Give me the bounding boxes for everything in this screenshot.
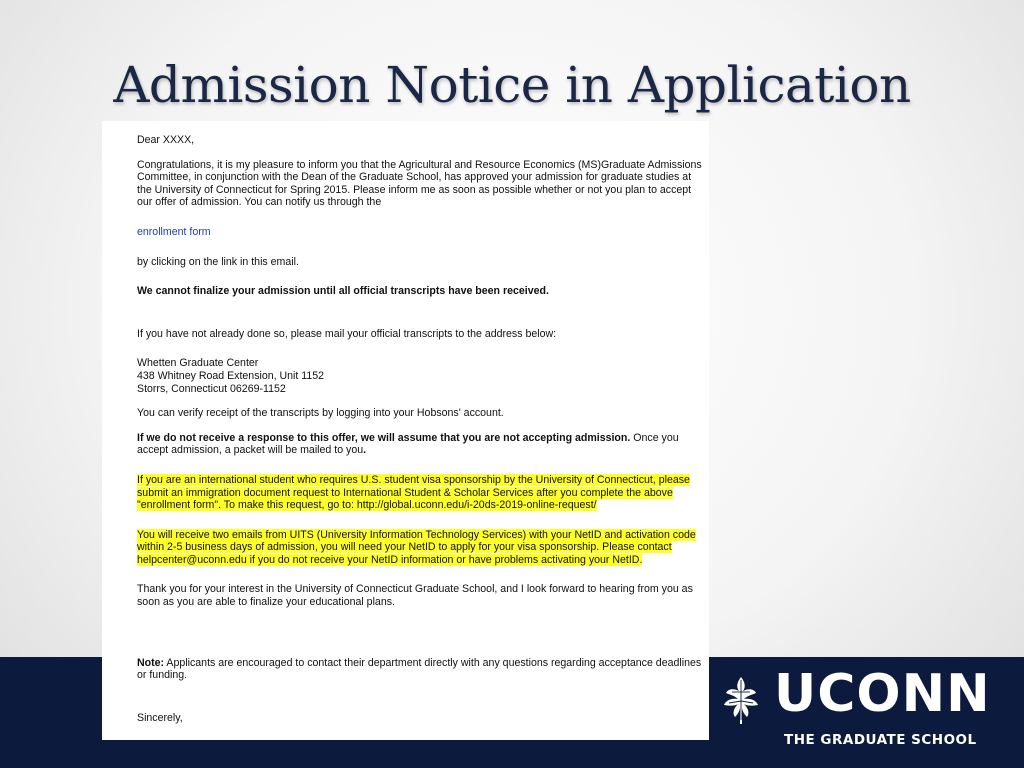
mail-instructions: If you have not already done so, please mail your official transcripts to the address below: [137,327,557,340]
response-period: . [363,444,367,457]
response-paragraph [137,432,703,457]
enrollment-form-text[interactable]: form [186,225,211,238]
uits-paragraph [137,529,703,567]
enrollment-line [137,226,703,239]
thanks-paragraph: Thank you for your interest in the University of Connecticut Graduate School, and I look forward to hearing from you as soon as you are able to finalize your educational plans. [137,583,693,609]
uconn-logo [716,664,1006,754]
letter-greeting: Dear XXXX, [137,134,195,146]
click-line: by clicking on the link in this email. [137,255,299,268]
note-label: Note: [137,656,165,669]
letter-intro: Congratulations, it is my pleasure to inform you that the Agricultural and Resource Economics (MS)Graduate Admissions Committee, in conjunction with the Dean of the Graduate School, has approved your admission for graduate studies at the University of Connecticut for Spring 2015. Please inform me as soon as possible whether or not you plan to accept our offer of admission. You can notify us through the [137,158,702,209]
note-text: Applicants are encouraged to contact their department directly with any questions regarding acceptance deadlines or funding. [137,656,702,682]
enrollment-link[interactable]: enrollment [137,225,187,238]
international-text: If you are an international student who requires U.S. student visa sponsorship by the University of Connecticut, please submit an immigration document request to International Student & Scholar Services after you complete the above "enrollment form". To make this request, go to: http://global.uconn.edu/i-20ds-2019-online-request/ [137,473,690,512]
response-rest: Once you accept admission, a packet will be mailed to you [137,431,679,457]
graduate-school-label: THE GRADUATE SCHOOL [784,732,977,748]
response-bold: If we do not receive a response to this offer, we will assume that you are not accepting admission. [137,431,631,444]
international-paragraph [137,474,703,512]
verify-receipt: You can verify receipt of the transcripts by logging into your Hobsons' account. [137,407,504,420]
transcripts-warning: We cannot finalize your admission until all official transcripts have been received. [137,285,549,298]
address-line-3: Storrs, Connecticut 06269-1152 [137,382,286,395]
address-line-2: 438 Whitney Road Extension, Unit 1152 [137,369,325,382]
uits-text: You will receive two emails from UITS (University Information Technology Services) with your NetID and activation code within 2-5 business days of admission, you will need your NetID to apply for your visa sponsorship. Please contact helpcenter@uconn.edu if you do not receive your NetID information or have problems activating your NetID. [137,528,696,566]
slide-title: Admission Notice in Application [113,56,911,114]
oak-leaf-icon [716,674,766,726]
letter-closing: Sincerely, [137,711,183,724]
note-paragraph [137,657,703,682]
uconn-wordmark: UCONN [774,664,991,724]
admission-letter [102,121,709,740]
address-line-1: Whetten Graduate Center [137,357,259,370]
